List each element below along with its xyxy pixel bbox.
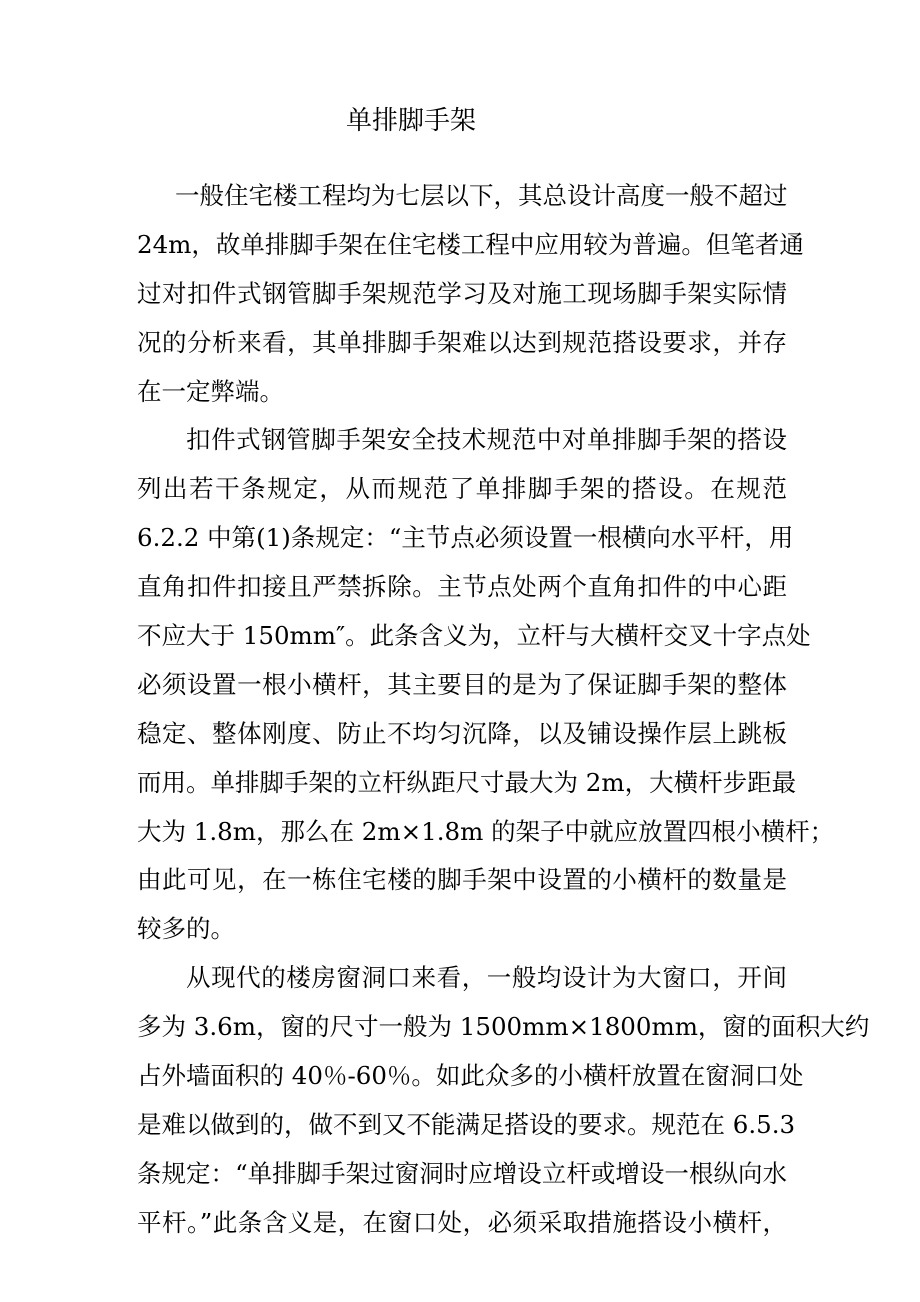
text-line: 直角扣件扣接且严禁拆除。主节点处两个直角扣件的中心距: [137, 572, 787, 602]
text-line: 条规定：“单排脚手架过窗洞时应增设立杆或增设一根纵向水: [137, 1158, 787, 1188]
text-line: 不应大于 150mm″。此条含义为，立杆与大横杆交叉十字点处: [137, 621, 811, 651]
document-title: 单排脚手架: [346, 106, 477, 136]
text-line: 扣件式钢管脚手架安全技术规范中对单排脚手架的搭设: [186, 425, 787, 455]
text-line: 况的分析来看，其单排脚手架难以达到规范搭设要求，并存: [137, 327, 787, 357]
text-line: 占外墙面积的 40％-60％。如此众多的小横杆放置在窗洞口处: [137, 1061, 804, 1091]
text-line: 平杆。”此条含义是，在窗口处，必须采取措施搭设小横杆，: [137, 1207, 787, 1237]
paragraph-1: [137, 172, 804, 416]
paragraph-2: [137, 416, 835, 954]
text-line: 6.2.2 中第(1)条规定：“主节点必须设置一根横向水平杆，用: [137, 523, 794, 553]
text-line: 必须设置一根小横杆，其主要目的是为了保证脚手架的整体: [137, 669, 787, 699]
text-line: 稳定、整体刚度、防止不均匀沉降，以及铺设操作层上跳板: [137, 718, 787, 748]
paragraph-3: [137, 954, 870, 1247]
text-line: 24m，故单排脚手架在住宅楼工程中应用较为普遍。但笔者通: [137, 229, 804, 259]
text-line: 一般住宅楼工程均为七层以下，其总设计高度一般不超过: [175, 181, 788, 210]
document-body: [137, 172, 870, 1248]
text-line: 列出若干条规定，从而规范了单排脚手架的搭设。在规范: [137, 474, 787, 504]
text-line: 较多的。: [137, 914, 235, 944]
text-line: 大为 1.8m，那么在 2m×1.8m 的架子中就应放置四根小横杆；: [137, 816, 835, 846]
text-line: 从现代的楼房窗洞口来看，一般均设计为大窗口，开间: [186, 963, 787, 993]
text-line: 由此可见，在一栋住宅楼的脚手架中设置的小横杆的数量是: [137, 865, 787, 895]
text-line: 过对扣件式钢管脚手架规范学习及对施工现场脚手架实际情: [137, 278, 787, 308]
text-line: 在一定弊端。: [137, 376, 284, 406]
text-line: 多为 3.6m，窗的尺寸一般为 1500mm×1800mm，窗的面积大约: [137, 1012, 870, 1042]
text-line: 而用。单排脚手架的立杆纵距尺寸最大为 2m，大横杆步距最: [137, 767, 797, 797]
text-line: 是难以做到的，做不到又不能满足搭设的要求。规范在 6.5.3: [137, 1109, 796, 1139]
